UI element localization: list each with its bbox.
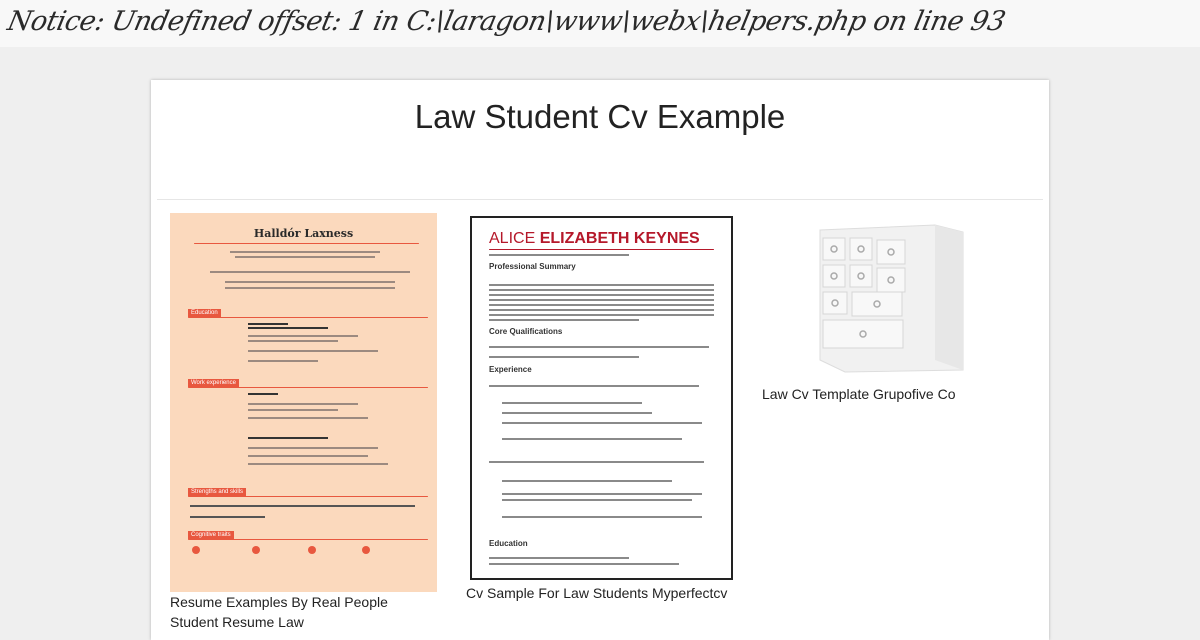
resume-section: Professional Summary: [489, 262, 576, 271]
resume-image-halldor-laxness[interactable]: [170, 213, 437, 592]
resume-section: Education: [188, 309, 221, 317]
gallery-caption-link[interactable]: Law Cv Template Grupofive Co: [762, 386, 956, 402]
content-card: [151, 80, 1049, 640]
dresser-icon: [815, 220, 965, 375]
page-title: Law Student Cv Example: [414, 98, 786, 135]
php-notice-bar: [0, 0, 1200, 47]
resume-heading-first: ALICE: [489, 230, 536, 247]
dresser-image[interactable]: [815, 220, 965, 375]
resume-section: Education: [489, 539, 528, 548]
divider: [157, 199, 1043, 200]
resume-heading-rest: ELIZABETH KEYNES: [539, 230, 700, 247]
resume-section: Core Qualifications: [489, 327, 563, 336]
gallery-caption-link[interactable]: Cv Sample For Law Students Myperfectcv: [466, 585, 728, 601]
resume-section: Strengths and skills: [188, 488, 246, 496]
resume-section: Work experience: [188, 379, 239, 387]
resume-section: Cognitive traits: [188, 531, 234, 539]
php-notice-text: Notice: Undefined offset: 1 in C:\laragon\www\webx\helpers.php on line 93: [4, 6, 1008, 37]
gallery-caption-link[interactable]: Resume Examples By Real People Student Resume Law: [170, 594, 388, 630]
resume-image-alice-keynes[interactable]: [470, 216, 733, 580]
resume-section: Experience: [489, 365, 532, 374]
resume-heading: Halldór Laxness: [253, 227, 354, 240]
